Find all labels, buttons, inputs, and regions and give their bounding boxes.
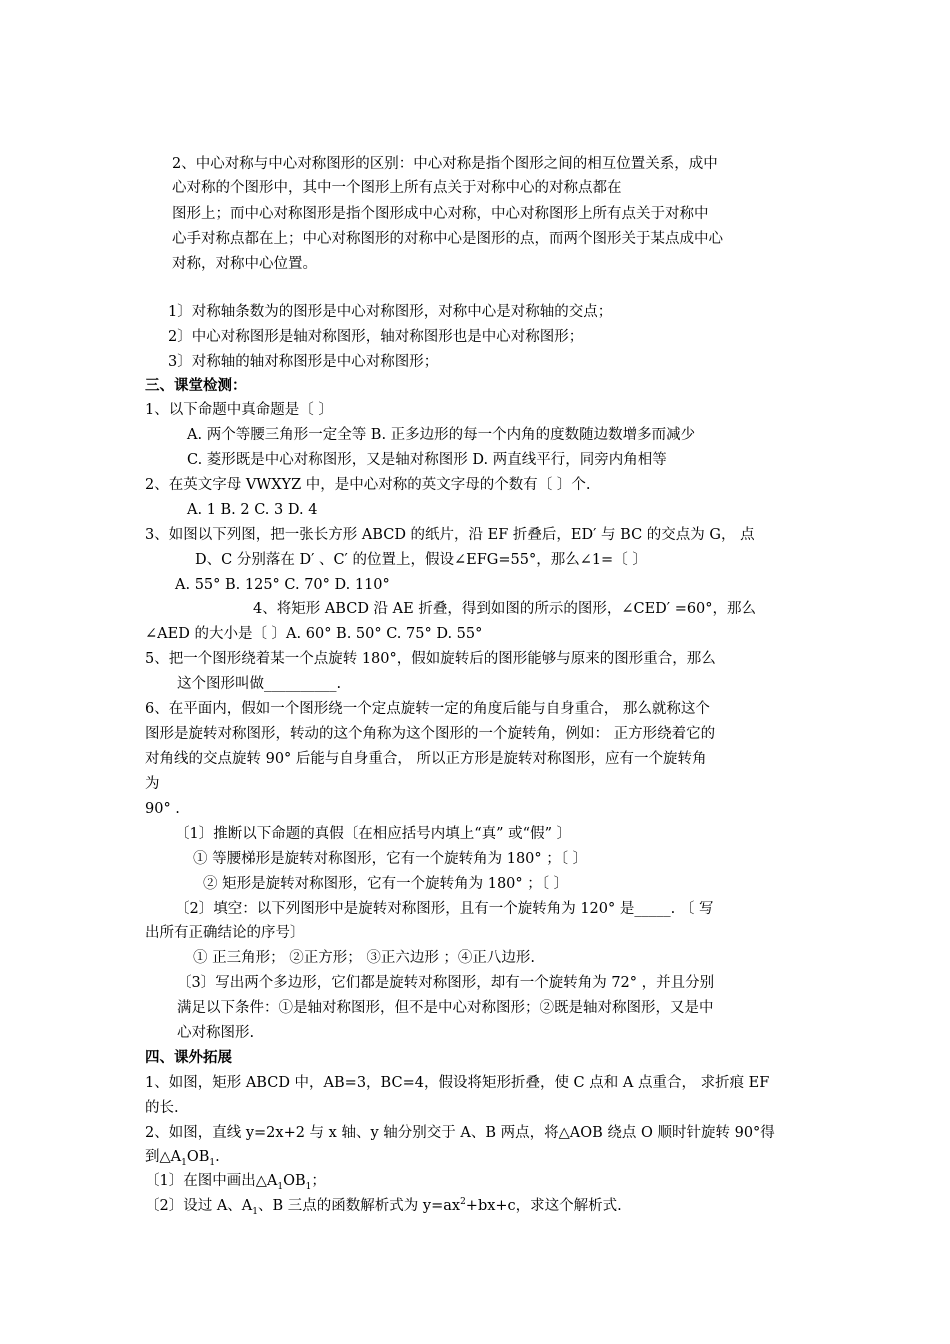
e1-line-1: 1、如图，矩形 ABCD 中，AB=3，BC=4，假设将矩形折叠，使 C 点和 A 点重合， 求折痕 EF [145,1075,770,1091]
q6-line-3: 对角线的交点旋转 90° 后能与自身重合， 所以正方形是旋转对称图形，应有一个旋转角 [145,751,707,767]
q3-line-2: D、C 分别落在 D′ 、C′ 的位置上，假设∠EFG=55°，那么∠1=〔 〕 [195,552,647,568]
q6-part-2-line-1: 〔2〕填空：以下列图形中是旋转对称图形，且有一个旋转角为 120° 是_____. 〔 写 [175,901,714,917]
intro-line-1: 2、中心对称与中心对称图形的区别：中心对称是指个图形之间的相互位置关系，成中 [172,156,718,172]
intro-line-4: 心手对称点都在上；中心对称图形的对称中心是图形的点，而两个图形关于某点成中心 [172,231,723,247]
q1-stem: 1、以下命题中真命题是〔 〕 [145,402,333,418]
q6-line-1: 6、在平面内，假如一个图形绕一个定点旋转一定的角度后能与自身重合， 那么就称这个 [145,701,710,717]
q5-line-2: 这个图形叫做__________. [177,676,342,692]
e2-line-2-text-end: . [215,1149,220,1165]
q6-part-1-b: ② 矩形是旋转对称图形，它有一个旋转角为 180° ；〔 〕 [203,876,569,892]
q6-part-1-a: ① 等腰梯形是旋转对称图形，它有一个旋转角为 180° ；〔 〕 [193,851,588,867]
e2-part-2-text: 〔2〕设过 A、A [145,1198,253,1214]
e2-part-2-text-mid: 、B 三点的函数解析式为 y=ax [258,1198,461,1214]
q6-part-2-line-2: 出所有正确结论的序号〕 [145,925,305,941]
q6-line-4: 为 [145,776,160,792]
q4-line-2: ∠AED 的大小是〔 〕A. 60° B. 50° C. 75° D. 55° [145,626,483,642]
e2-line-1: 2、如图，直线 y=2x+2 与 x 轴、y 轴分别交于 A、B 两点，将△AOB 绕点 O 顺时针旋转 90°得 [145,1125,775,1141]
e2-part-2 [145,1195,622,1217]
intro-line-5: 对称，对称中心位置。 [172,256,317,272]
statement-1: 1〕对称轴条数为的图形是中心对称图形，对称中心是对称轴的交点； [168,304,613,320]
q6-line-5: 90° . [145,801,180,817]
e2-part-1-text-mid: OB [283,1173,306,1189]
statement-3: 3〕对称轴的轴对称图形是中心对称图形； [168,354,439,370]
e2-part-2-subscript: 1 [252,1206,259,1217]
q3-options: A. 55° B. 125° C. 70° D. 110° [175,577,390,593]
q1-options-ab: A. 两个等腰三角形一定全等 B. 正多边形的每一个内角的度数随边数增多而减少 [187,427,696,443]
q3-line-1: 3、如图以下列图，把一张长方形 ABCD 的纸片，沿 EF 折叠后，ED′ 与 BC 的交点为 G， 点 [145,527,755,543]
e2-part-1-text-end: ； [311,1173,326,1189]
e2-part-1 [145,1170,326,1192]
section-3-heading: 三、课堂检测： [145,377,247,394]
e2-part-2-superscript: 2 [460,1197,466,1208]
q2-stem: 2、在英文字母 VWXYZ 中，是中心对称的英文字母的个数有〔 〕个. [145,477,591,493]
q6-line-2: 图形是旋转对称图形，转动的这个角称为这个图形的一个旋转角，例如： 正方形绕着它的 [145,726,716,742]
intro-line-2: 心对称的个图形中，其中一个图形上所有点关于对称中心的对称点都在 [172,180,622,196]
q6-part-3-line-1: 〔3〕写出两个多边形，它们都是旋转对称图形，却有一个旋转角为 72° ，并且分别 [177,975,715,991]
q6-part-2-options: ① 正三角形； ②正方形； ③正六边形 ；④正八边形. [193,950,536,966]
q4-line-1: 4、将矩形 ABCD 沿 AE 折叠，得到如图的所示的图形，∠CED′ =60°，那么 [253,601,757,617]
e1-line-2: 的长. [145,1100,179,1116]
q5-line-1: 5、把一个图形绕着某一个点旋转 180°，假如旋转后的图形能够与原来的图形重合，那么 [145,651,716,667]
e2-line-2 [145,1146,220,1168]
statement-2: 2〕中心对称图形是轴对称图形，轴对称图形也是中心对称图形； [168,329,584,345]
e2-line-2-subscript: 1 [181,1157,187,1168]
e2-part-1-subscript: 1 [277,1181,284,1192]
e2-part-2-text-end: +bx+c，求这个解析式. [465,1198,622,1214]
e2-line-2-subscript-2: 1 [209,1157,216,1168]
e2-line-2-text: 到△A [145,1149,182,1165]
q1-options-cd: C. 菱形既是中心对称图形，又是轴对称图形 D. 两直线平行，同旁内角相等 [187,452,667,468]
q6-part-1: 〔1〕推断以下命题的真假〔在相应括号内填上“真” 或“假” 〕 [175,826,572,842]
q6-part-3-line-2: 满足以下条件：①是轴对称图形，但不是中心对称图形；②既是轴对称图形，又是中 [177,1000,714,1016]
q2-options: A. 1 B. 2 C. 3 D. 4 [187,502,318,518]
e2-part-1-text: 〔1〕在图中画出△A [145,1173,278,1189]
q6-part-3-line-3: 心对称图形. [177,1025,255,1041]
e2-part-1-subscript-2: 1 [305,1181,312,1192]
e2-line-2-text-mid: OB [186,1149,210,1165]
section-4-heading: 四、课外拓展 [145,1049,232,1066]
intro-line-3: 图形上；而中心对称图形是指个图形成中心对称，中心对称图形上所有点关于对称中 [172,206,709,222]
